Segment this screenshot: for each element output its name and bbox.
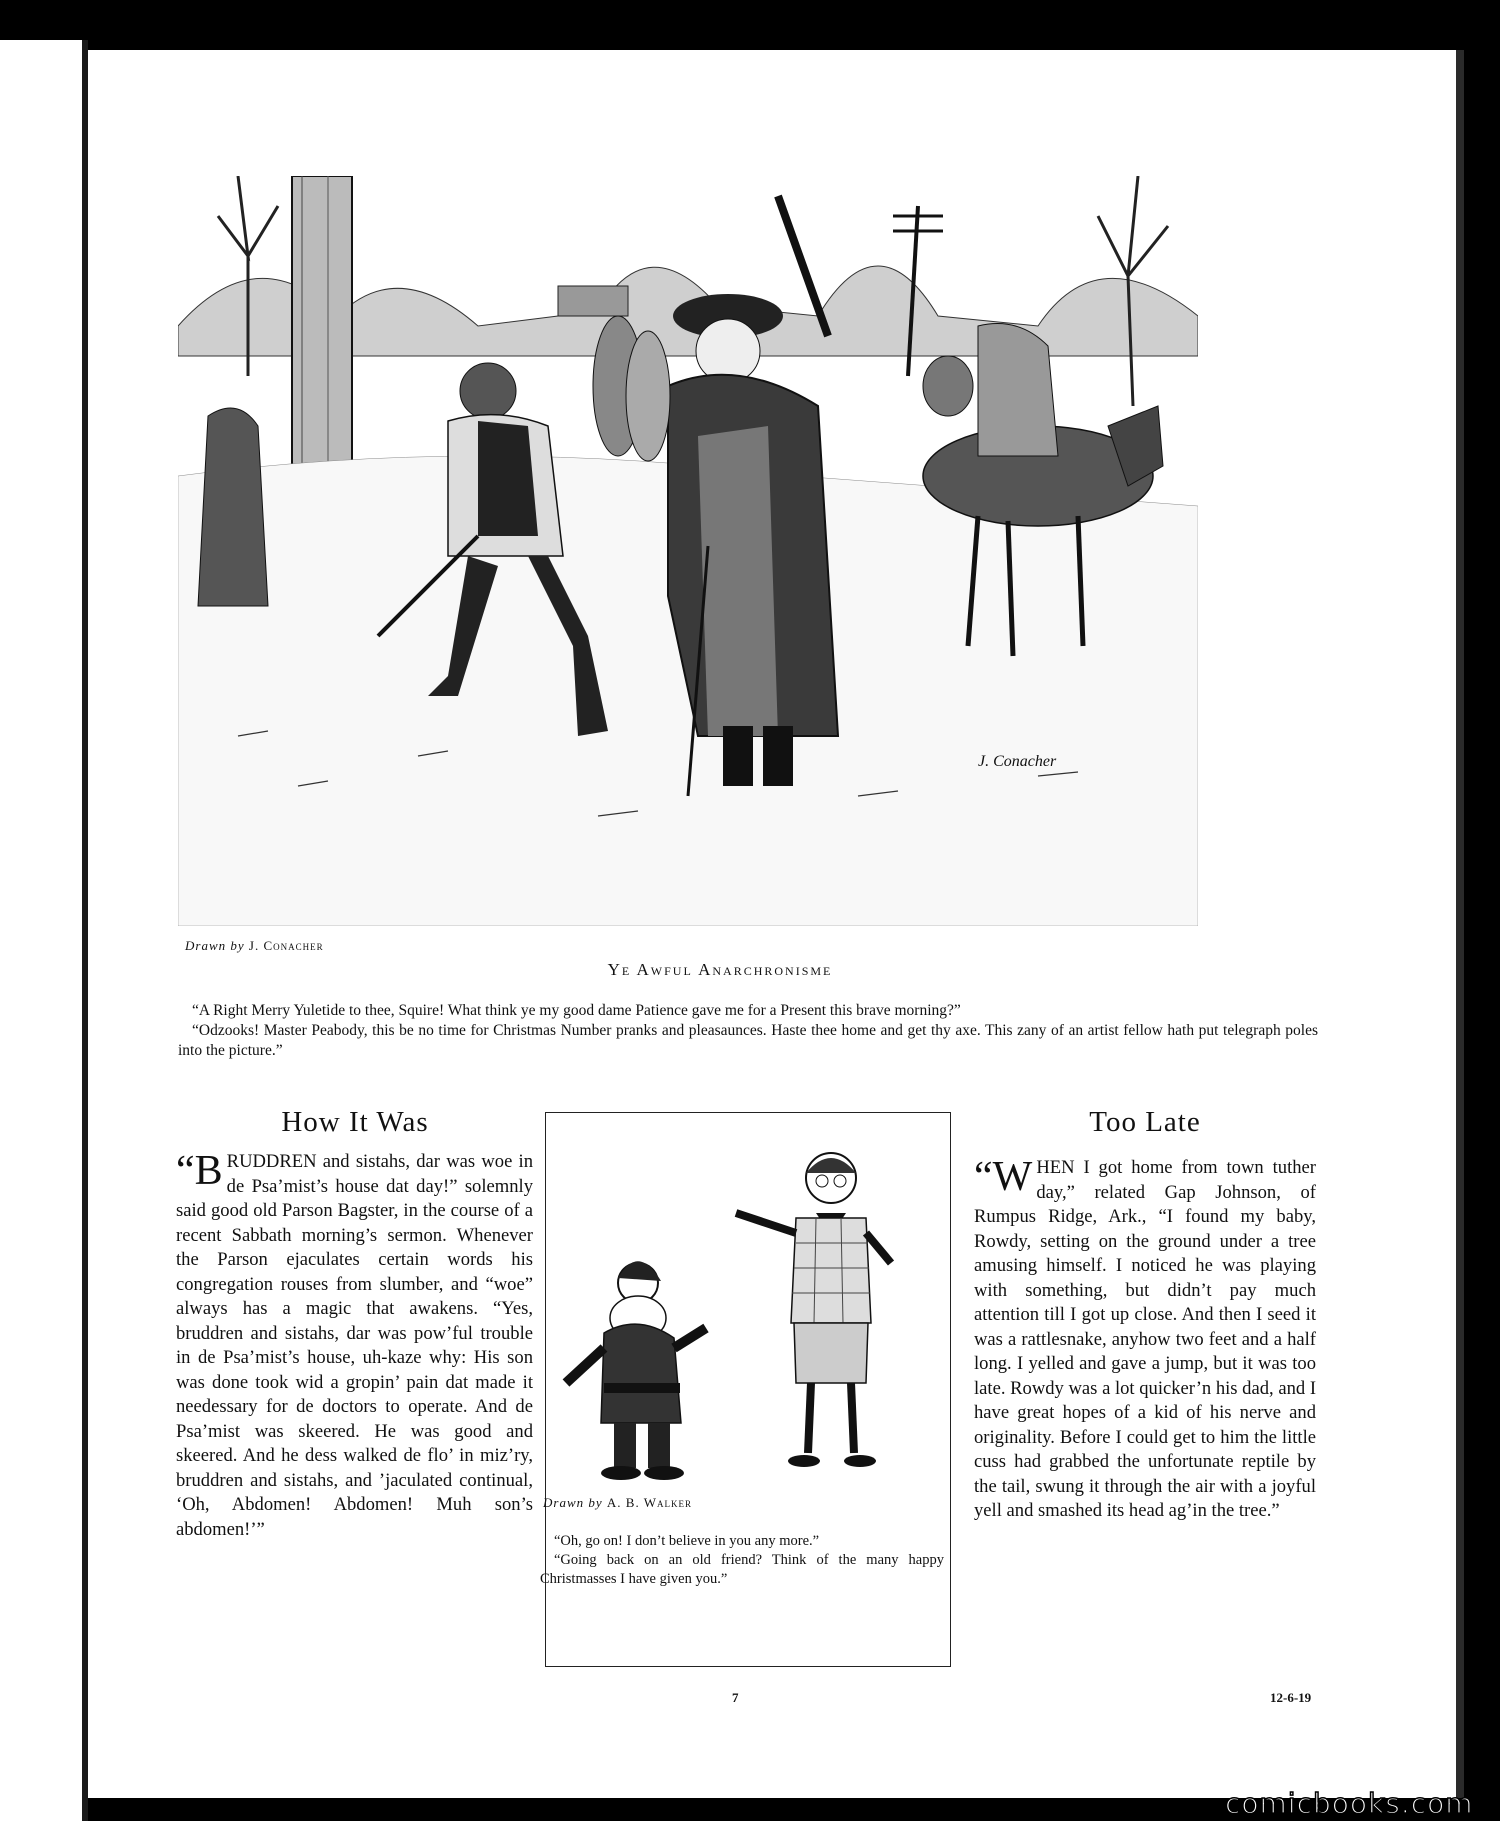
cartoon-title: Ye Awful Anarchronisme [607, 960, 833, 979]
caption-line-1: “A Right Merry Yuletide to thee, Squire! What think ye my good dame Patience gave me for a Present this brave morning?” [192, 1002, 961, 1019]
artist-signature: J. Conacher [978, 753, 1057, 770]
center-credit-prefix: Drawn by [543, 1495, 603, 1510]
credit-artist: J. Conacher [248, 938, 324, 953]
caption-line-2: “Odzooks! Master Peabody, this be no time for Christmas Number pranks and pleasaunces. Haste thee home and get thy axe. This zany of an artist fellow hath put telegraph poles into the picture.” [178, 1022, 1318, 1059]
left-dropcap [176, 1148, 223, 1194]
center-caption-line-2: “Going back on an old friend? Think of the many happy Christmasses I have given you.” [540, 1552, 944, 1587]
left-article-text: RUDDREN and sistahs, dar was woe in de Psa’mist’s house dat day!” solemnly said good old Parson Bagster, in the course of a recent Sabbath morning’s sermon. Whenever the Parson ejaculates certain words his congregation rouses from slumber, and “woe” always has a magic that awakens. “Yes, bruddren and sistahs, dar was pow’ful trouble in de Psa’mist’s house, uh-kaze why: His son was done took wid a gropin’ pain dat made it needessary for de doctors to operate. And de Psa’mist was skeered. He was good and skeered. And he dess walked de flo’ in miz’ry, bruddren and sistahs, and ’jaculated continual, ‘Oh, Abdomen! Abdomen! Muh son’s abdomen!’” [176, 1151, 533, 1540]
cartoon-credit [185, 938, 324, 954]
right-article-heading: Too Late [1089, 1106, 1201, 1138]
left-dropcap-letter: B [194, 1148, 223, 1194]
left-page-spine [0, 40, 82, 1821]
center-cartoon-credit [543, 1495, 692, 1511]
page-number: 7 [732, 1690, 739, 1705]
center-caption-line-1: “Oh, go on! I don’t believe in you any more.” [554, 1533, 820, 1549]
left-article-body [176, 1150, 533, 1542]
page-right-edge [1456, 50, 1464, 1798]
issue-date: 12-6-19 [1270, 1690, 1312, 1705]
center-cartoon-drawing [546, 1133, 946, 1503]
site-watermark: comicbooks.com [1225, 1787, 1474, 1820]
left-opening-quote: “ [176, 1148, 195, 1194]
right-dropcap [974, 1154, 1033, 1200]
center-cartoon-caption [540, 1532, 944, 1589]
cartoon-caption [178, 1001, 1318, 1061]
right-dropcap-letter: W [992, 1154, 1033, 1200]
cartoon-drawing [178, 176, 1198, 926]
right-opening-quote: “ [974, 1154, 993, 1200]
cartoon-illustration [178, 176, 1198, 926]
center-credit-artist: A. B. Walker [606, 1495, 692, 1510]
right-article-text: HEN I got home from town tuther day,” related Gap Johnson, of Rumpus Ridge, Ark., “I found my baby, Rowdy, setting on the ground under a tree amusing himself. I noticed he was playing with something, but didn’t pay much attention till I got up close. And then I seed it was a rattlesnake, anyhow two feet and a half long. I yelled and gave a jump, but it was too late. Rowdy was a lot quicker’n his dad, and I have great hopes of a kid of his nerve and originality. Before I could get to him the little cuss had grabbed the unfortunate reptile by the tail, swung it through the air with a joyful yell and smashed its head ag’in the tree.” [974, 1157, 1317, 1521]
right-article-body [974, 1156, 1316, 1524]
left-article-heading: How It Was [281, 1106, 429, 1138]
credit-prefix: Drawn by [185, 938, 245, 953]
